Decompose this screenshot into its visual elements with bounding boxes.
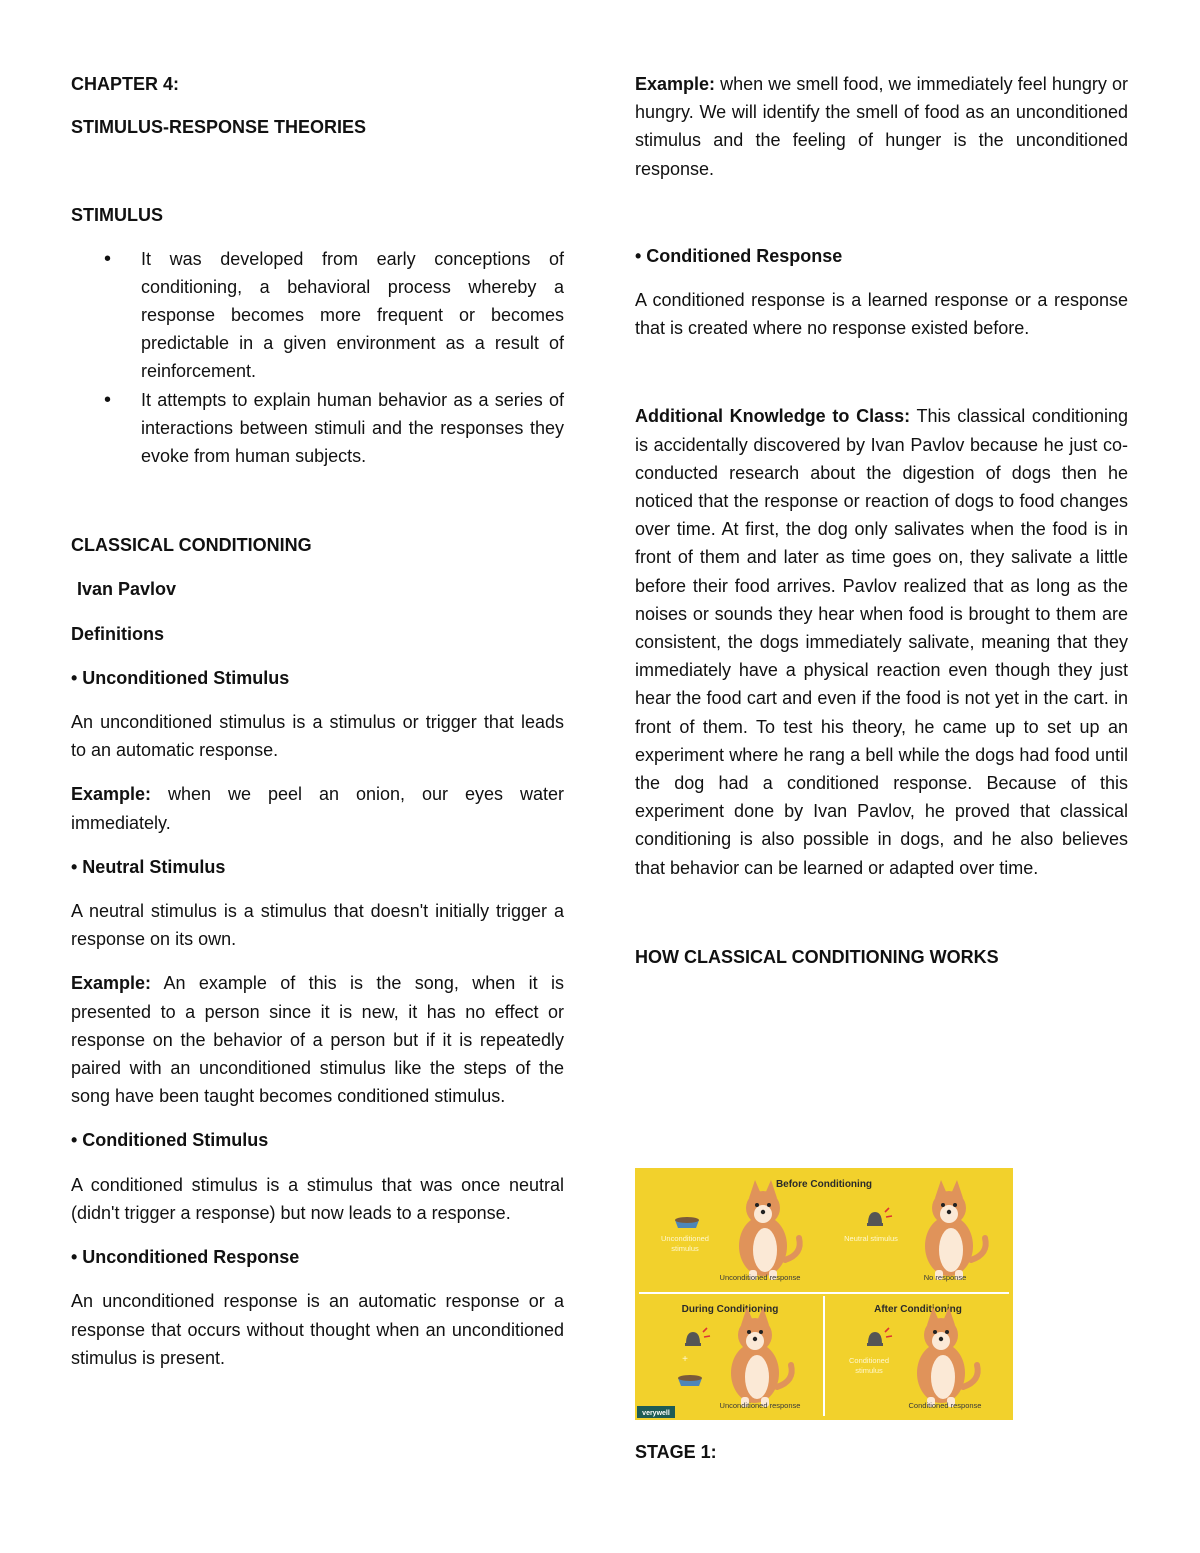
definitions-label: Definitions xyxy=(71,623,164,644)
ns-example xyxy=(71,969,564,1110)
stimulus-bullets xyxy=(71,245,564,471)
ur-label: Unconditioned response xyxy=(719,1273,801,1282)
before-title: Before Conditioning xyxy=(775,1179,873,1190)
chapter-number: CHAPTER 4: xyxy=(71,74,180,94)
cs-label-line2: stimulus xyxy=(855,1366,883,1375)
cr-heading: • Conditioned Response xyxy=(635,245,843,266)
ur-label-during: Unconditioned response xyxy=(719,1401,801,1410)
food-bowl-icon xyxy=(678,1375,702,1386)
example-text: when we smell food, we immediately feel hungry or hungry. We will identify the smell of food as an unconditioned stimulus and the feeling of hunger is the unconditioned response. xyxy=(635,74,1128,179)
left-column xyxy=(71,70,564,1372)
example-text: An example of this is the song, when it is presented to a person since it is new, it has no effect or response on the behavior of a person but if it is repeatedly paired with an unconditioned stimulus like the steps of the song have been taught becomes conditioned stimulus. xyxy=(71,973,564,1107)
after-title: After Conditioning xyxy=(874,1304,962,1315)
ur-text: An unconditioned response is an automatic response or a response that occurs without thought when an unconditioned stimulus is present. xyxy=(71,1291,564,1368)
person-name: Ivan Pavlov xyxy=(77,579,177,600)
classical-heading: CLASSICAL CONDITIONING xyxy=(71,535,312,556)
ns-text: A neutral stimulus is a stimulus that doesn't initially trigger a response on its own. xyxy=(71,901,564,950)
food-bowl-icon xyxy=(675,1217,699,1228)
stimulus-bullet-2: • It attempts to explain human behavior as a series of interactions between stimuli and the responses they evoke from human subjects. xyxy=(141,386,564,471)
cs-heading: • Conditioned Stimulus xyxy=(71,1130,269,1151)
right-column xyxy=(635,70,1128,971)
additional-knowledge xyxy=(635,402,1128,881)
stimulus-bullet-1: • It was developed from early conceptions of conditioning, a behavioral process whereby a response becomes more frequent or becomes predictable in a given environment as a result of reinforcement. xyxy=(141,245,564,386)
us-label-line1: Unconditioned xyxy=(661,1234,709,1243)
additional-text: This classical conditioning is accidentally discovered by Ivan Pavlov because he just co-conducted research about the digestion of dogs then he noticed that the response or reaction of dogs to food changes over time. At first, the dog only salivates when the food is in front of them and later as time goes on, they salivate a little before their food arrives. Pavlov realized that as long as the noises or sounds they hear when food is brought to them are consistent, the dogs immediately salivate, meaning that they immediately have a physical reaction even though they just hear the food cart and even if the food is not yet in the cart. in front of them. To test his theory, he came up to set up an experiment where he rang a bell while the dogs had food until the dog had a conditioned response. Because of this experiment done by Ivan Pavlov, he proved that classical conditioning is also possible in dogs, and he also believes that behavior can be learned or adapted over time. xyxy=(635,406,1128,878)
how-heading: HOW CLASSICAL CONDITIONING WORKS xyxy=(635,946,999,967)
during-title: During Conditioning xyxy=(681,1304,779,1315)
cr-text: A conditioned response is a learned response or a response that is created where no response existed before. xyxy=(635,290,1128,339)
us-heading: • Unconditioned Stimulus xyxy=(71,667,290,688)
us-text: An unconditioned stimulus is a stimulus or trigger that leads to an automatic response. xyxy=(71,712,564,761)
us-label-line2: stimulus xyxy=(671,1244,699,1253)
chapter-title: STIMULUS-RESPONSE THEORIES xyxy=(71,117,367,138)
ur-heading: • Unconditioned Response xyxy=(71,1247,300,1268)
stage-1-heading: STAGE 1: xyxy=(635,1442,717,1462)
no-response-label: No response xyxy=(923,1273,967,1282)
plus-sign: + xyxy=(682,1354,688,1365)
us-example xyxy=(71,780,564,836)
neutral-label: Neutral stimulus xyxy=(844,1234,898,1243)
example-label: Example: xyxy=(635,74,716,94)
example-label: Example: xyxy=(71,784,152,805)
conditioning-figure xyxy=(635,1168,1013,1420)
ns-heading: • Neutral Stimulus xyxy=(71,856,226,877)
cr-label: Conditioned response xyxy=(908,1401,982,1410)
verywell-logo: verywell xyxy=(642,1410,670,1417)
cs-text: A conditioned stimulus is a stimulus that was once neutral (didn't trigger a response) but now leads to a response. xyxy=(71,1174,564,1223)
ur-example xyxy=(635,70,1128,183)
cs-label-line1: Conditioned xyxy=(848,1356,890,1365)
example-label: Example: xyxy=(71,973,152,994)
example-text: when we peel an onion, our eyes water immediately. xyxy=(71,784,564,833)
additional-label: Additional Knowledge to Class: xyxy=(635,406,911,427)
stimulus-heading: STIMULUS xyxy=(71,205,163,226)
